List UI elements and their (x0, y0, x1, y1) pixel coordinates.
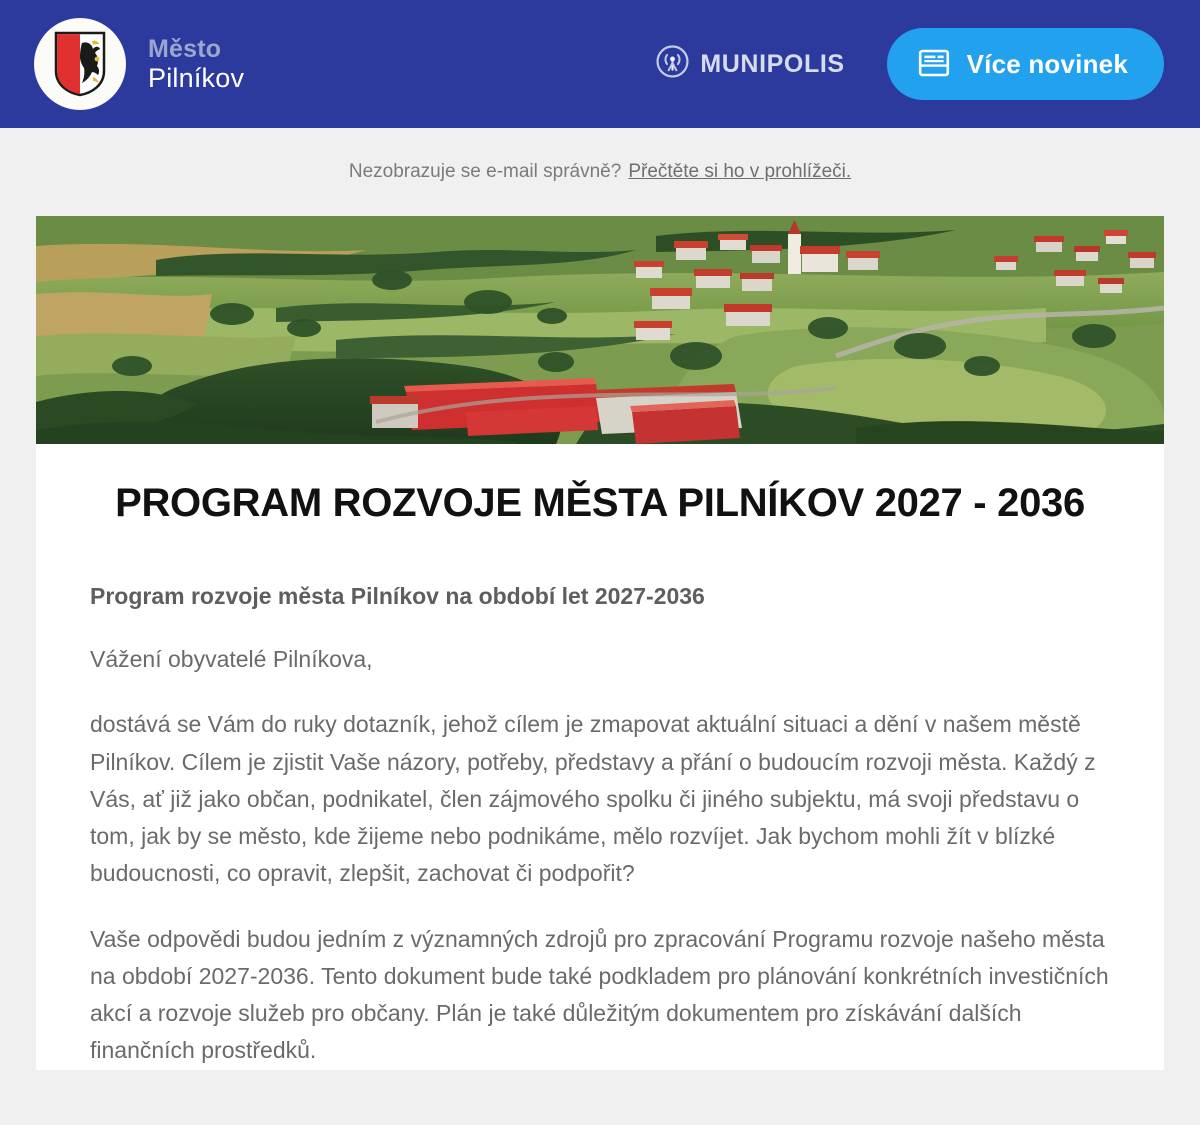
article-lead: Program rozvoje města Pilníkov na období let 2027-2036 (90, 583, 705, 610)
article-greeting: Vážení obyvatelé Pilníkova, (90, 646, 373, 673)
coat-of-arms-icon (34, 18, 126, 110)
newspaper-icon (917, 46, 951, 83)
brand-city-name: Pilníkov (148, 62, 245, 93)
munipolis-logo[interactable] (656, 45, 844, 83)
article-paragraph-2: Vaše odpovědi budou jedním z významných zdrojů pro zpracování Programu rozvoje našeho města na období 2027-2036. Tento dokument bude také podkladem pro plánování konkrétních investičních akcí a rozvoje služeb pro občany. Plán je také důležitým dokumentem pro získávání dalších finančních prostředků. (90, 925, 1109, 1064)
article-paragraph-1: dostává se Vám do ruky dotazník, jehož cílem je zmapovat aktuální situaci a dění v našem městě Pilníkov. Cílem je zjistit Vaše názory, potřeby, představy a přání o budoucím rozvoji města. Každý z Vás, ať již jako občan, podnikatel, člen zájmového spolku či jiného subjektu, má svoji představu o tom, jak by se město, kde žijeme nebo podnikáme, mělo rozvíjet. Jak bychom mohli žít v blízké budoucnosti, co opravit, zlepšit, zachovat či podpořit? (90, 711, 1096, 887)
more-news-button[interactable] (887, 28, 1164, 100)
email-header (0, 0, 1200, 128)
hero-image (36, 216, 1164, 444)
view-in-browser-link[interactable]: Přečtěte si ho v prohlížeči. (628, 161, 852, 182)
brand-block (34, 18, 244, 110)
browser-view-notice (0, 128, 1200, 216)
munipolis-label: MUNIPOLIS (700, 49, 845, 78)
broadcast-icon (656, 45, 689, 83)
more-news-label: Více novinek (966, 48, 1128, 79)
page-title: PROGRAM ROZVOJE MĚSTA PILNÍKOV 2027 - 2036 (115, 481, 1085, 525)
brand-prefix: Město (148, 34, 222, 63)
article-body (36, 444, 1164, 1070)
email-content-card (36, 216, 1164, 1070)
brand-text (148, 35, 244, 93)
header-right-group (656, 28, 1164, 100)
notice-text: Nezobrazuje se e-mail správně? (348, 161, 622, 182)
